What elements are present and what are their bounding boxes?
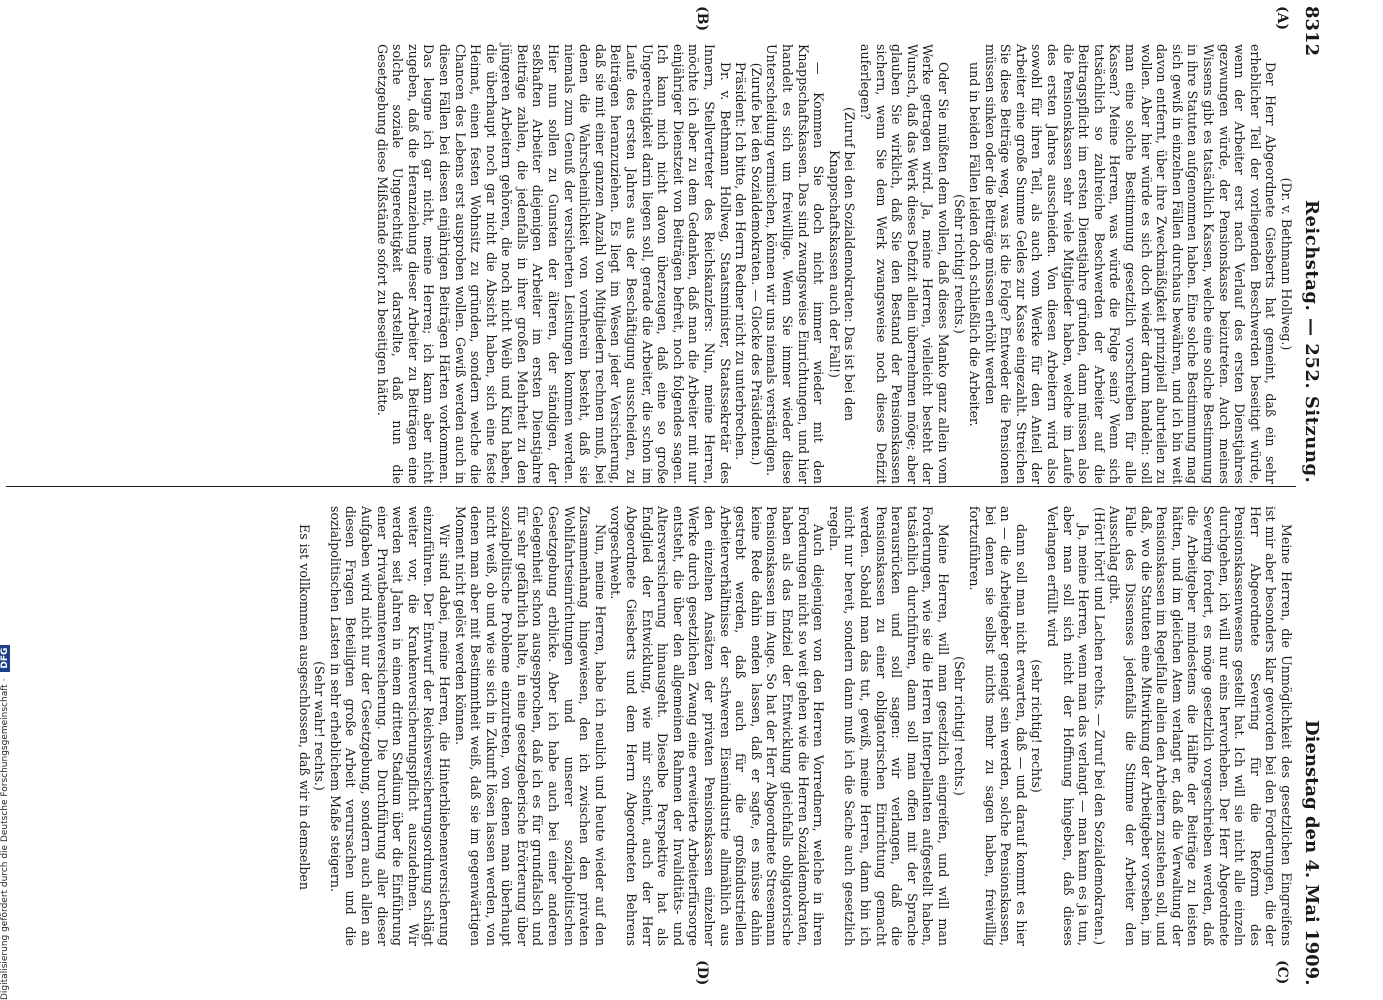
paragraph: Dr. v. Bethmann Hollweg, Staatsminister, Staatssekretär des Innern, Stellvertreter des Reichskanzlers: Nun, meine Herren, möchte ich aber zu dem Gedanken, daß man die Arbeiter mit nur einjähriger Dienstzeit von Beiträgen befreit, noch folgendes sagen. Ich kann mich nicht davon überzeugen, daß eine so große Ungerechtigkeit darin liegen soll, gerade die Arbeiter, die schon im Laufe des ersten Jahres aus der Beschäftigung ausscheiden, zu Beiträgen heranzuziehen. Es liegt im Wesen jeder Versicherung, daß sie mit einer ganzen Anzahl von Mitgliedern rechnen muß, bei denen die Wahrscheinlichkeit von vornherein besteht, daß sie niemals zum Genuß der versicherten Leistungen kommen werden. Hier nun sollen zu Gunsten der älteren, der ständigen, der seßhaften Arbeiter diejenigen Arbeiter im ersten Dienstjahre Beiträge zahlen, die jedenfalls in ihrer großen Mehrheit zu den jüngeren Arbeitern gehören, die noch nicht Weib und Kind haben, die überhaupt noch gar nicht die Absicht haben, sich eine feste Heimat, einen festen Wohnsitz zu gründen, sondern welche die Chancen des Lebens erst ausproben wollen. Gewiß werden auch in diesen Fällen bei diesen einjährigen Beiträgen Härten vorkommen. Das leugne ich gar nicht, meine Herren; ich kann aber nicht zugeben, daß die Heranziehung dieser Arbeiter zu Beiträgen eine solche soziale Ungerechtigkeit darstellte, daß nun die Gesetzgebung diese Mißstände sofort zu beseitigen hätte. xyxy=(374,44,733,484)
session-date: Dienstag den 4. Mai 1909. xyxy=(1301,720,1322,986)
column-divider xyxy=(6,486,1296,487)
interjection: (Hört! hört! und Lachen rechts. — Zuruf bei den Sozialdemokraten.) xyxy=(1091,506,1107,946)
margin-mark-b: (B) xyxy=(694,6,710,32)
session-title: Reichstag. — 252. Sitzung. xyxy=(1301,200,1322,484)
funding-notice: Digitalisierung gefördert durch die Deutsche Forschungsgemeinschaft · xyxy=(0,678,10,1000)
left-column xyxy=(374,44,1294,484)
paragraph: Meine Herren, will man gesetzlich eingreifen, und will man Forderungen, wie sie die Herren Interpellanten aufgestellt haben, tatsächlich durchführen, dann soll man offen mit der Sprache herausrücken und soll sagen: wir verlangen, daß die Pensionskassen zu einer obligatorischen Einrichtung gemacht werden. Sobald man das tut, gewiß, meine Herren, dann bin ich nicht nur bereit, sondern dann muß ich die Sache auch gesetzlich regeln. xyxy=(826,506,951,946)
interjection: (Zuruf bei den Sozialdemokraten: Das ist bei den Knappschaftskassen auch der Fall!) xyxy=(826,106,858,422)
paragraph: Auch diejenigen von den Herren Vorrednern, welche in ihren Forderungen nicht so weit gehen wie die Herren Sozialdemokraten, haben als das Endziel der Entwicklung gleichfalls obligatorische Pensionskassen im Auge. So hat der Herr Abgeordnete Stresemann keine Rede dahin enden lassen, daß er sagte, es müsse dahin gestrebt werden, daß auch für die großindustriellen Arbeiterverhältnisse der schweren Eisenindustrie allmählich aus den einzelnen Ansätzen der privaten Pensionskassen einzelner Werke durch gesetzlichen Zwang eine erweiterte Arbeiterfürsorge entsteht, die über den allgemeinen Rahmen der Invaliditäts- und Altersversicherung hinausgeht. Dieselbe Perspektive hat als Endglied der Entwicklung, wie mir scheint, auch der Herr Abgeordnete Giesberts und dem Herrn Abgeordneten Behrens vorgeschwebt. xyxy=(608,506,827,946)
margin-mark-a: (A) xyxy=(1274,6,1290,31)
interjection: (sehr richtig! rechts) xyxy=(1029,659,1045,793)
interjection: (Sehr richtig! rechts.) xyxy=(951,656,967,796)
margin-mark-c: (C) xyxy=(1274,960,1290,985)
margin-mark-d: (D) xyxy=(694,960,710,986)
paragraph: — Kommen Sie doch nicht immer wieder mit den Knappschaftskassen. Das sind zwangsweise Einrichtungen, und hier handelt es sich um freiwillige. Wenn Sie immer wieder diese Unterscheidung vermischen, können wir uns niemals verständigen. xyxy=(764,44,827,484)
interjection: (Sehr richtig! rechts.) xyxy=(951,194,967,334)
interjection: (Sehr wahr! rechts.) xyxy=(312,661,328,791)
paragraph: Wir sind dabei, meine Herren, die Hinterbliebenenversicherung einzuführen. Der Entwurf der Reichsversicherungsordnung schlägt weiter vor, die Krankenversicherungspflicht auszudehnen. Wir werden seit Jahren in einem dritten Stadium über die Einführung einer Privatbeamtenversicherung. Die Durchführung aller dieser Aufgaben wird nicht nur der Gesetzgebung, sondern auch allen an diesen Fragen Beteiligten große Arbeit verursachen und die sozialpolitischen Lasten in sehr erheblichem Maße steigern. xyxy=(327,506,452,946)
right-column xyxy=(296,506,1294,946)
page-header xyxy=(1298,0,1322,1000)
paragraph: Meine Herren, die Unmöglichkeit des gesetzlichen Eingreifens ist mir aber besonders klar geworden bei den Forderungen, die der Herr Abgeordnete Severing für die Reform des Pensionskassenwesens gestellt hat. Ich will sie nicht alle einzeln durchgehen, ich will nur eins hervorheben. Der Herr Abgeordnete Severing fordert, es möge gesetzlich vorgeschrieben werden, daß die Arbeitgeber mindestens die Hälfte der Beiträge zu leisten hätten, und im gleichen Atem verlangt er, daß die Verwaltung der Pensionskassen im Regelfalle allein den Arbeitern zustehen soll, und daß, wo die Statuten eine Mitwirkung der Arbeitgeber vorsehen, im Falle des Dissenses jedenfalls die Stimme der Arbeiter den Ausschlag gibt. xyxy=(1107,506,1294,946)
digitization-footer xyxy=(0,0,20,1000)
interjection: (Zurufe bei den Sozialdemokraten. — Glocke des Präsidenten.) xyxy=(748,62,764,466)
paragraph: Oder Sie müßten dem wollen, daß dieses Manko ganz allein vom Werke getragen wird. Ja, meine Herren, vielleicht besteht der Wunsch, daß das Werk dieses Defizit allein übernehmen möge; aber glauben Sie wirklich, daß Sie den Bestand der Pensionskassen sichern, wenn Sie dem Werk zwangsweise noch dieses Defizit auferlegen? xyxy=(857,44,951,484)
paragraph: Der Herr Abgeordnete Giesberts hat gemeint, daß ein sehr erheblicher Teil der vorliegenden Beschwerden beseitigt würde, wenn der Arbeiter erst nach Verlauf des ersten Dienstjahres gezwungen würde, der Pensionskasse beizutreten. Auch meines Wissens gibt es tatsächlich Kassen, welche eine solche Bestimmung in ihre Statuten aufgenommen haben. Eine solche Bestimmung mag sich gewiß in einzelnen Fällen durchaus bewähren, und ich bin weit davon entfernt, über ihre Zweckmäßigkeit prinzipiell aburteilen zu wollen. Aber hier würde es sich doch wieder darum handeln: soll man eine solche Bestimmung gesetzlich vorschreiben für alle Kassen? Meine Herren, was würde die Folge sein? Wenn sich tatsächlich so zahlreiche Beschwerden der Arbeiter auf die Beitragspflicht im ersten Dienstjahre gründen, dann müssen also die Pensionskassen sehr viele Mitglieder haben, welche im Laufe des ersten Jahres ausscheiden. Von diesen Arbeitern wird also sowohl für ihren Teil, als auch vom Werke für den Anteil der Arbeiter eine große Summe Geldes zur Kasse eingezahlt. Streichen Sie diese Beiträge weg, was ist die Folge? Entweder die Pensionen müssen sinken oder die Beiträge müssen erhöht werden xyxy=(982,44,1279,484)
dfg-logo: DFG xyxy=(0,645,10,672)
president-remark: Präsident: Ich bitte, den Herrn Redner nicht zu unterbrechen. xyxy=(733,62,749,461)
paragraph: Es ist vollkommen ausgeschlossen, daß wir in demselben xyxy=(296,524,312,890)
speaker-header: (Dr. v. Bethmann Hollweg.) xyxy=(1279,177,1294,351)
paragraph: dann soll man nicht erwarten, daß — und darauf kommt es hier an — die Arbeitgeber geneigt sein werden, solche Pensionskassen, bei denen sie selbst nichts mehr zu sagen haben, freiwillig fortzuführen. xyxy=(967,506,1029,946)
page-number: 8312 xyxy=(1301,6,1322,57)
paragraph: Nun, meine Herren, habe ich neulich und heute wieder auf den Zusammenhang hingewiesen, den ich zwischen den privaten Wohlfahrtseinrichtungen und unserer sozialpolitischen Gesetzgebung erblicke. Aber ich habe auch bei einer anderen Gelegenheit schon ausgesprochen, daß ich es für grundfalsch und für sehr gefährlich halte, in eine gesetzgeberische Erörterung über sozialpolitische Probleme einzutreten, von denen man überhaupt nicht weiß, ob und wie sie sich in Zukunft lösen lassen werden, von denen man aber mit Bestimmtheit weiß, daß sie im gegenwärtigen Moment nicht gelöst werden können. xyxy=(452,506,608,946)
paragraph: Ja, meine Herren, wenn man das verlangt — man kann es ja tun, aber man soll sich nicht der Hoffnung hingeben, daß dieses Verlangen erfüllt wird xyxy=(1045,506,1092,946)
paragraph: und in beiden Fällen leiden doch schließlich die Arbeiter. xyxy=(967,62,983,427)
